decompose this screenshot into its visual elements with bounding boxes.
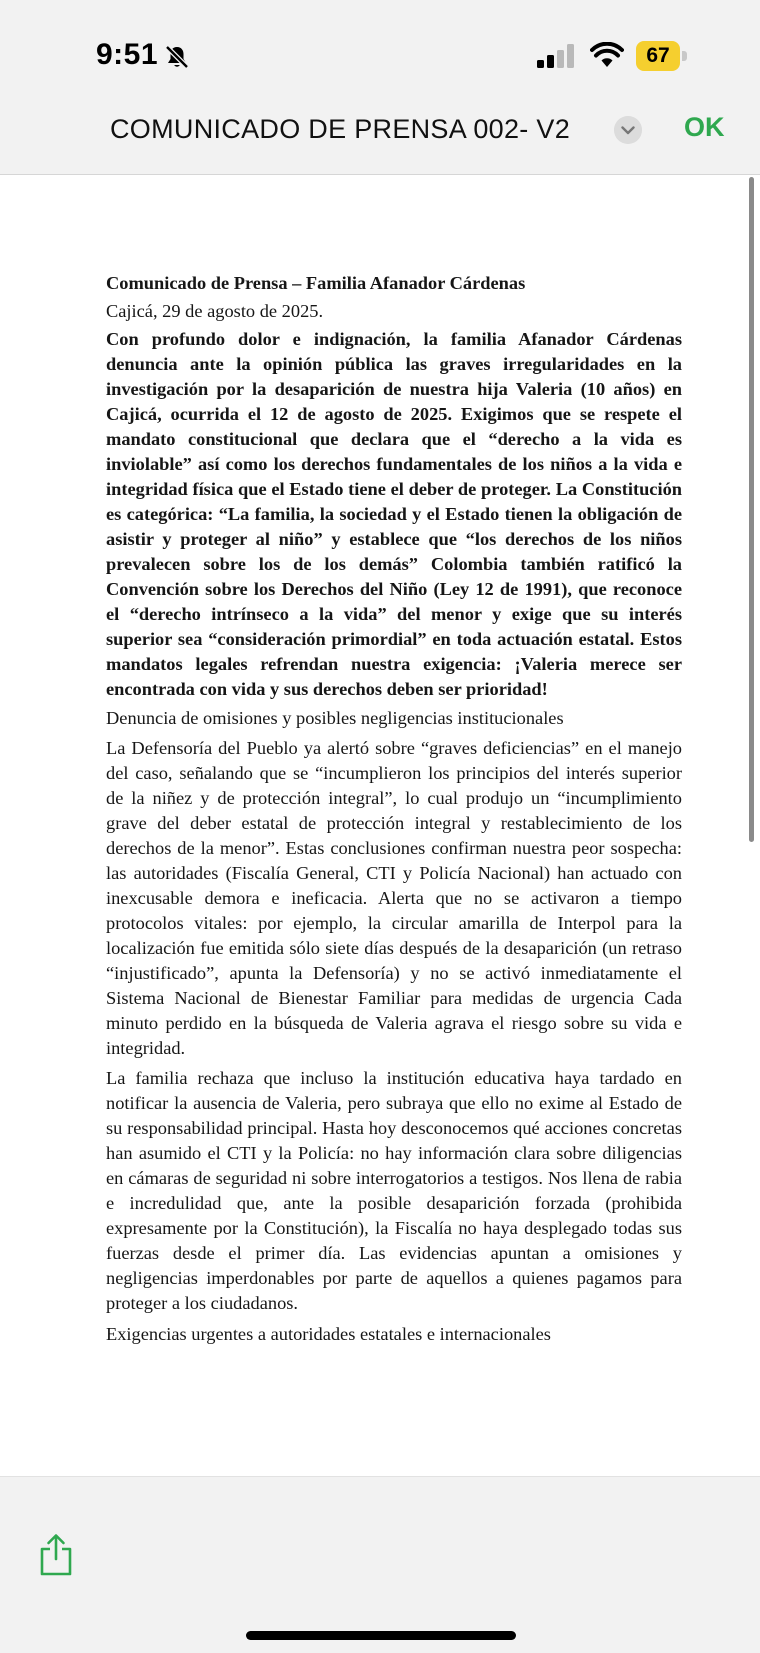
wifi-icon <box>590 42 624 68</box>
body-paragraph-2: La familia rechaza que incluso la institución educativa haya tardado en notificar la ausencia de Valeria, pero subraya que ello no exime al Estado de su responsabilidad principal. Hasta hoy desconocemos qué acciones concretas han asumido el CTI y la Policía: no hay información clara sobre diligencias en cámaras de seguridad ni sobre interrogatorios a testigos. Nos llena de rabia e incredulidad que, ante la posible desaparición forzada (prohibida expresamente por la Constitución), la Fiscalía no haya desplegado todas sus fuerzas desde el primer día. Las evidencias apuntan a omisiones y negligencias imperdonables por parte de aquellos a quienes pagamos para proteger a los ciudadanos. <box>106 1068 682 1313</box>
next-section-heading: Exigencias urgentes a autoridades estatales e internacionales <box>106 1324 551 1344</box>
home-indicator[interactable] <box>246 1631 516 1640</box>
share-icon[interactable] <box>38 1532 74 1576</box>
document-viewer[interactable] <box>0 175 760 1475</box>
ok-button[interactable]: OK <box>684 112 725 142</box>
status-bar <box>0 0 760 92</box>
body-paragraph-1: La Defensoría del Pueblo ya alertó sobre “graves deficiencias” en el manejo del caso, señalando que se “incumplieron los principios del interés superior de la niñez y de protección integral”, lo cual produjo un “incumplimiento grave del deber estatal de protección integral y restablecimiento de los derechos de la menor”. Estas conclusiones confirman nuestra peor sospecha: las autoridades (Fiscalía General, CTI y Policía Nacional) han actuado con inexcusable demora e ineficacia. Alerta que no se activaron a tiempo protocolos vitales: por ejemplo, la circular amarilla de Interpol para la localización fue emitida sólo siete días después de la desaparición (un retraso “injustificado”, apunta la Defensoría) y no se activó inmediatamente el Sistema Nacional de Bienestar Familiar para medidas de urgencia Cada minuto perdido en la búsqueda de Valeria agrava el riesgo sobre su vida e integridad. <box>106 738 682 1058</box>
scroll-indicator[interactable] <box>749 177 754 842</box>
cellular-signal-icon <box>537 44 577 68</box>
battery-tip <box>682 51 687 61</box>
status-time: 9:51 <box>96 38 159 71</box>
battery-level: 67 <box>636 41 680 71</box>
document-heading: Comunicado de Prensa – Familia Afanador Cárdenas <box>106 273 526 293</box>
section-title: Denuncia de omisiones y posibles negligencias institucionales <box>106 708 564 728</box>
bottom-toolbar <box>0 1476 760 1653</box>
document-page <box>106 271 682 1347</box>
document-title[interactable]: COMUNICADO DE PRENSA 002- V2 <box>110 114 571 144</box>
battery-icon <box>636 41 688 71</box>
chevron-down-icon[interactable] <box>614 116 642 144</box>
bell-slash-icon <box>164 44 190 70</box>
navigation-bar <box>0 92 760 175</box>
document-date: Cajicá, 29 de agosto de 2025. <box>106 301 324 321</box>
intro-paragraph: Con profundo dolor e indignación, la familia Afanador Cárdenas denuncia ante la opinión pública las graves irregularidades en la investigación por la desaparición de nuestra hija Valeria (10 años) en Cajicá, ocurrida el 12 de agosto de 2025. Exigimos que se respete el mandato constitucional que declara que el “derecho a la vida es inviolable” así como los derechos fundamentales de los niños a la vida e integridad física que el Estado tiene el deber de proteger. La Constitución es categórica: “La familia, la sociedad y el Estado tienen la obligación de asistir y proteger al niño” y establece que “los derechos de los niños prevalecen sobre los de los demás” Colombia también ratificó la Convención sobre los Derechos del Niño (Ley 12 de 1991), que reconoce el “derecho intrínseco a la vida” del menor y exige que su interés superior sea “consideración primordial” en toda actuación estatal. Estos mandatos legales refrendan nuestra exigencia: ¡Valeria merece ser encontrada con vida y sus derechos deben ser prioridad! <box>106 329 682 699</box>
